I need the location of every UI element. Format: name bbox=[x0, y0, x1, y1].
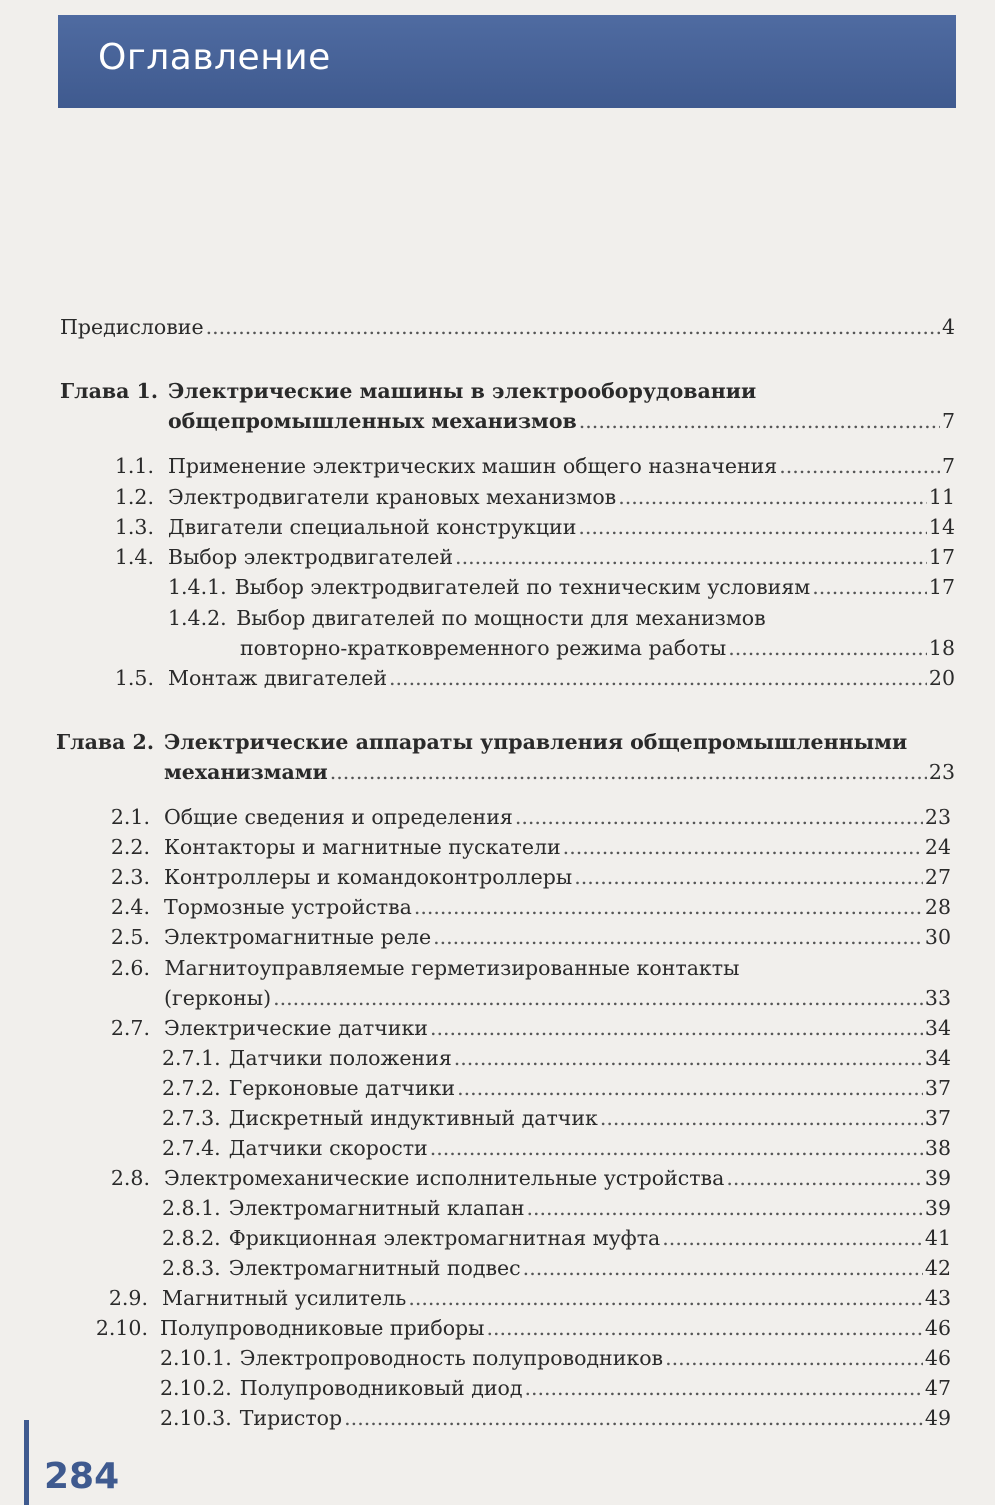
toc-entry[interactable] bbox=[162, 1075, 951, 1101]
toc-entry-title: Магнитоуправляемые герметизированные контакты bbox=[164, 956, 740, 980]
toc-entry-number: 1.4.2. bbox=[168, 606, 227, 630]
toc-entry-title: Предисловие bbox=[60, 315, 204, 339]
toc-entry[interactable] bbox=[160, 1405, 951, 1431]
toc-entry-title: Применение электрических машин общего назначения bbox=[168, 454, 778, 478]
dot-leader bbox=[728, 635, 927, 661]
toc-entry-title: Выбор электродвигателей bbox=[168, 545, 454, 569]
toc-entry-page: 37 bbox=[924, 1076, 951, 1100]
toc-entry-page: 11 bbox=[928, 485, 955, 509]
page-number-bar bbox=[24, 1420, 29, 1505]
dot-leader bbox=[430, 1135, 923, 1161]
toc-entry-title: Полупроводниковый диод bbox=[239, 1376, 523, 1400]
toc-entry-title: Выбор электродвигателей по техническим условиям bbox=[234, 575, 811, 599]
toc-entry-number: 2.8. bbox=[110, 1166, 150, 1190]
toc-entry-title: Герконовые датчики bbox=[228, 1076, 456, 1100]
toc-entry-page: 30 bbox=[924, 925, 951, 949]
toc-entry-title: Электромагнитные реле bbox=[164, 925, 432, 949]
toc-entry[interactable] bbox=[106, 804, 951, 830]
page-number: 284 bbox=[44, 1456, 120, 1497]
toc-entry-title: Электромагнитный клапан bbox=[228, 1196, 525, 1220]
chapter-heading[interactable] bbox=[60, 378, 756, 404]
toc-entry-page: 43 bbox=[924, 1286, 951, 1310]
toc-entry-page: 41 bbox=[924, 1226, 951, 1250]
toc-entry[interactable] bbox=[162, 1195, 951, 1221]
dot-leader bbox=[812, 574, 927, 600]
toc-entry[interactable] bbox=[160, 1375, 951, 1401]
toc-entry-number: 2.10.2. bbox=[160, 1376, 232, 1400]
toc-entry[interactable] bbox=[162, 1225, 951, 1251]
toc-entry-page: 28 bbox=[924, 895, 951, 919]
toc-entry-number: 2.7.3. bbox=[162, 1106, 221, 1130]
chapter-heading-line2[interactable] bbox=[168, 408, 955, 434]
dot-leader bbox=[579, 408, 940, 434]
dot-leader bbox=[578, 514, 927, 540]
toc-entry-number: 2.7.2. bbox=[162, 1076, 221, 1100]
toc-entry[interactable] bbox=[104, 1285, 951, 1311]
dot-leader bbox=[454, 1045, 923, 1071]
toc-entry-number: 2.10.1. bbox=[160, 1346, 232, 1370]
dot-leader bbox=[726, 1165, 923, 1191]
dot-leader bbox=[487, 1315, 923, 1341]
toc-entry[interactable] bbox=[168, 605, 766, 631]
toc-entry-page: 17 bbox=[928, 575, 955, 599]
dot-leader bbox=[779, 453, 940, 479]
chapter-title: Электрические аппараты управления общепромышленными bbox=[164, 730, 908, 754]
toc-entry-number: 2.2. bbox=[110, 835, 150, 859]
chapter-label: Глава 2. bbox=[56, 730, 154, 754]
chapter-title: общепромышленных механизмов bbox=[168, 409, 577, 433]
toc-entry-title: Тормозные устройства bbox=[164, 895, 412, 919]
toc-entry-title: Контакторы и магнитные пускатели bbox=[164, 835, 561, 859]
toc-entry[interactable] bbox=[106, 894, 951, 920]
toc-entry-page: 33 bbox=[924, 986, 951, 1010]
toc-entry-title: Контроллеры и командоконтроллеры bbox=[164, 865, 573, 889]
toc-entry-title: Электромеханические исполнительные устройства bbox=[164, 1166, 725, 1190]
toc-entry-number: 1.2. bbox=[114, 485, 154, 509]
dot-leader bbox=[523, 1255, 923, 1281]
page-title: Оглавление bbox=[98, 37, 331, 78]
toc-entry-title: Общие сведения и определения bbox=[164, 805, 513, 829]
dot-leader bbox=[618, 484, 927, 510]
dot-leader bbox=[433, 924, 923, 950]
toc-entry[interactable] bbox=[106, 864, 951, 890]
dot-leader bbox=[524, 1375, 922, 1401]
toc-entry-page: 18 bbox=[928, 636, 955, 660]
dot-leader bbox=[527, 1195, 923, 1221]
toc-entry-title: Дискретный индуктивный датчик bbox=[228, 1106, 598, 1130]
toc-entry-number: 2.3. bbox=[110, 865, 150, 889]
dot-leader bbox=[662, 1225, 923, 1251]
toc-entry-page: 7 bbox=[941, 454, 955, 478]
toc-entry-page: 27 bbox=[924, 865, 951, 889]
toc-entry-number: 2.1. bbox=[110, 805, 150, 829]
dot-leader bbox=[515, 804, 923, 830]
toc-entry-title: Магнитный усилитель bbox=[162, 1286, 407, 1310]
dot-leader bbox=[457, 1075, 923, 1101]
toc-entry-number: 2.7. bbox=[110, 1016, 150, 1040]
dot-leader bbox=[408, 1285, 923, 1311]
toc-entry-page: 47 bbox=[924, 1376, 951, 1400]
toc-entry-page: 4 bbox=[941, 315, 955, 339]
toc-entry-continuation[interactable] bbox=[240, 635, 955, 661]
toc-entry-page: 24 bbox=[924, 835, 951, 859]
toc-entry-number: 1.3. bbox=[114, 515, 154, 539]
toc-entry-page: 46 bbox=[924, 1316, 951, 1340]
toc-entry-number: 2.6. bbox=[110, 956, 150, 980]
toc-entry-number: 2.8.2. bbox=[162, 1226, 221, 1250]
toc-entry-title: Полупроводниковые приборы bbox=[160, 1316, 485, 1340]
toc-entry-title: Фрикционная электромагнитная муфта bbox=[228, 1226, 661, 1250]
toc-entry-number: 2.7.4. bbox=[162, 1136, 221, 1160]
toc-entry-title: Выбор двигателей по мощности для механизмов bbox=[236, 606, 766, 630]
toc-entry-number: 2.10.3. bbox=[160, 1406, 232, 1430]
toc-entry-page: 20 bbox=[928, 666, 955, 690]
toc-entry-page: 42 bbox=[924, 1256, 951, 1280]
toc-entry-number: 2.9. bbox=[108, 1286, 148, 1310]
dot-leader bbox=[389, 665, 927, 691]
toc-entry-page: 49 bbox=[924, 1406, 951, 1430]
dot-leader bbox=[563, 834, 923, 860]
toc-entry-page: 34 bbox=[924, 1016, 951, 1040]
toc-entry-title: Монтаж двигателей bbox=[168, 666, 388, 690]
toc-entry[interactable] bbox=[110, 484, 955, 510]
toc-entry-page: 39 bbox=[924, 1166, 951, 1190]
chapter-heading[interactable] bbox=[56, 729, 907, 755]
toc-entry-title: (герконы) bbox=[164, 986, 272, 1010]
toc-entry-page: 17 bbox=[928, 545, 955, 569]
toc-entry-number: 2.7.1. bbox=[162, 1046, 221, 1070]
toc-entry[interactable] bbox=[110, 514, 955, 540]
dot-leader bbox=[430, 1015, 923, 1041]
toc-entry-title: Электродвигатели крановых механизмов bbox=[168, 485, 617, 509]
chapter-label: Глава 1. bbox=[60, 379, 158, 403]
toc-entry[interactable] bbox=[110, 544, 955, 570]
toc-entry[interactable] bbox=[162, 1255, 951, 1281]
toc-entry-page: 14 bbox=[928, 515, 955, 539]
toc-entry-title: Электрические датчики bbox=[164, 1016, 428, 1040]
toc-entry-number: 2.10. bbox=[95, 1316, 148, 1340]
toc-entry-title: повторно-кратковременного режима работы bbox=[240, 636, 727, 660]
dot-leader bbox=[206, 314, 940, 340]
toc-entry-number: 2.8.3. bbox=[162, 1256, 221, 1280]
toc-entry-title: Электромагнитный подвес bbox=[228, 1256, 521, 1280]
toc-entry[interactable] bbox=[168, 574, 955, 600]
toc-entry-page: 46 bbox=[924, 1346, 951, 1370]
toc-entry-page: 34 bbox=[924, 1046, 951, 1070]
toc-entry-title: Датчики скорости bbox=[228, 1136, 428, 1160]
toc-entry[interactable] bbox=[106, 1165, 951, 1191]
toc-entry-page: 37 bbox=[924, 1106, 951, 1130]
toc-entry[interactable] bbox=[160, 1345, 951, 1371]
toc-entry-number: 1.1. bbox=[114, 454, 154, 478]
toc-entry[interactable] bbox=[90, 1315, 951, 1341]
toc-entry[interactable] bbox=[110, 453, 955, 479]
toc-entry-page: 23 bbox=[928, 760, 955, 784]
dot-leader bbox=[344, 1405, 923, 1431]
toc-entry-number: 2.5. bbox=[110, 925, 150, 949]
toc-entry-number: 2.8.1. bbox=[162, 1196, 221, 1220]
toc-entry[interactable] bbox=[106, 955, 739, 981]
toc-entry-title: Электропроводность полупроводников bbox=[239, 1346, 664, 1370]
dot-leader bbox=[414, 894, 923, 920]
toc-entry[interactable] bbox=[106, 1015, 951, 1041]
toc-entry-title: Тиристор bbox=[239, 1406, 343, 1430]
chapter-title: Электрические машины в электрооборудовании bbox=[168, 379, 757, 403]
toc-entry-page: 38 bbox=[924, 1136, 951, 1160]
dot-leader bbox=[574, 864, 923, 890]
dot-leader bbox=[273, 985, 923, 1011]
dot-leader bbox=[665, 1345, 923, 1371]
toc-entry-number: 1.4.1. bbox=[168, 575, 227, 599]
toc-entry-title: Двигатели специальной конструкции bbox=[168, 515, 577, 539]
dot-leader bbox=[455, 544, 927, 570]
toc-entry-page: 39 bbox=[924, 1196, 951, 1220]
toc-entry[interactable] bbox=[162, 1105, 951, 1131]
toc-entry-preface[interactable] bbox=[60, 314, 955, 340]
toc-entry-continuation[interactable] bbox=[164, 985, 951, 1011]
toc-entry[interactable] bbox=[110, 665, 955, 691]
toc-entry-number: 1.4. bbox=[114, 545, 154, 569]
toc-entry-page: 23 bbox=[924, 805, 951, 829]
chapter-title: механизмами bbox=[164, 760, 328, 784]
toc-entry-number: 2.4. bbox=[110, 895, 150, 919]
toc-entry-page: 7 bbox=[941, 409, 955, 433]
dot-leader bbox=[600, 1105, 923, 1131]
toc-entry[interactable] bbox=[162, 1045, 951, 1071]
toc-entry[interactable] bbox=[106, 924, 951, 950]
toc-entry[interactable] bbox=[106, 834, 951, 860]
toc-entry-number: 1.5. bbox=[114, 666, 154, 690]
dot-leader bbox=[330, 759, 927, 785]
chapter-heading-line2[interactable] bbox=[164, 759, 955, 785]
toc-entry[interactable] bbox=[162, 1135, 951, 1161]
toc-entry-title: Датчики положения bbox=[228, 1046, 452, 1070]
header-band bbox=[58, 15, 956, 108]
